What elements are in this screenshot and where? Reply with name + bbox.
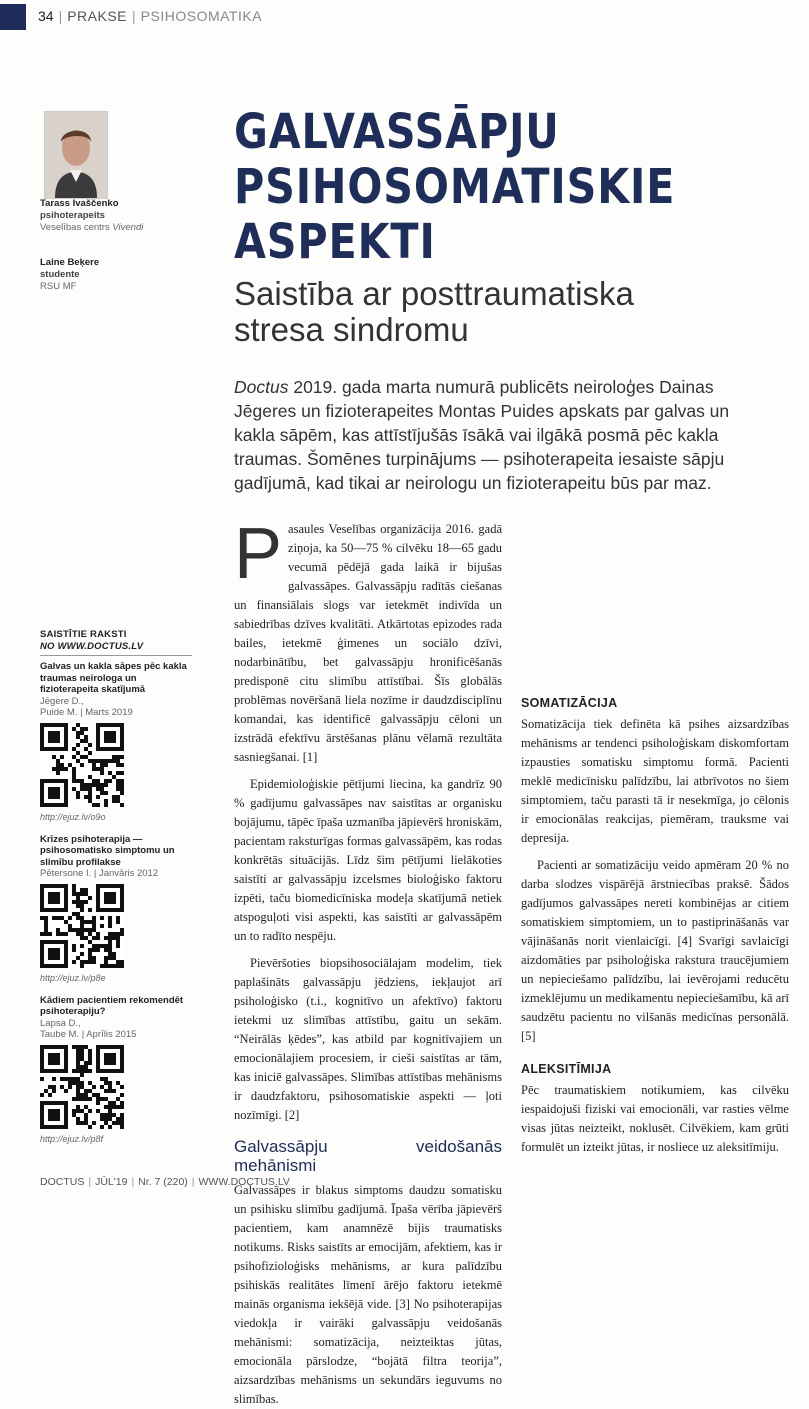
- related-article-url[interactable]: http://ejuz.lv/p8e: [40, 973, 106, 983]
- page-footer: DOCTUS | JŪL'19 | Nr. 7 (220) | WWW.DOCTUS.LV: [40, 1176, 290, 1188]
- subsection-label: PSIHOSOMATIKA: [140, 8, 263, 24]
- related-article-meta: Pētersone I. | Janvāris 2012: [40, 868, 159, 879]
- paragraph: Pacienti ar somatizāciju veido apmēram 20 % no darba slodzes vispārējā ārstniecības praksē. Šādos gadījumos galvassāpes nereti kombinējas ar citiem somatiskiem simptomiem, un to pastiprināšanās var vājināšanās norit vienlaicīgi. [4] Svarīgi savlaicīgi aizdomāties par psiholoģiska rakstura traucējumiem un nepieciešamo palīdzību, lai ievērojami reducētu izmeklējumu un medikamentu nepieciešamību, kā arī saudzētu pacientu no vilšanās medicīnas personālā. [5]: [521, 858, 789, 1043]
- article-lead: Doctus 2019. gada marta numurā publicēts neiroloģes Dainas Jēgeres un fizioterapeites Montas Puides apskats par galvas un kakla sāpēm, kas attīstījušās īsākā vai ilgākā posmā pēc kakla traumas. Šomēnes turpinājums — psihoterapeita iesaiste sāpju gadījumā, kad tikai ar neirologu un fizioterapeitu būs par maz.: [234, 377, 730, 493]
- author-photo: [44, 111, 108, 199]
- body-column-2-content: [521, 520, 789, 1157]
- author-2: [40, 257, 99, 293]
- author-1: [40, 198, 143, 234]
- footer-issue: JŪL'19: [95, 1176, 128, 1188]
- article-subtitle: Saistība ar posttraumatiska stresa sindromu: [234, 275, 634, 348]
- paragraph: Somatizācija tiek definēta kā psihes aizsardzības mehānisms ar tendenci psiholoģiskam diskomfortam izpausties somatisku simptomu formā. Pacienti meklē medicīnisku palīdzību, lai atbrīvotos no šiem simptomiem, taču parasti tā ir nesekmīga, jo cēlonis ir emocionālas reakcijas, piemēram, trauksme vai depresija.: [521, 717, 789, 845]
- paragraph-intro: Pasaules Veselības organizācija 2016. gadā ziņoja, ka 50—75 % cilvēku 18—65 gadu vecumā pēdējā gada laikā ir bijušas galvassāpes. Galvassāpju radītās ciešanas un finansiālais slogs var ietekmēt indivīda un sabiedrības dzīves kvalitāti. Atkārtotas epizodes rada bailes, ietekmē ģimenes un sociālo dzīvi, nodarbinātību, bet galvassāpju hronificēšanās predisponē citu slimību attīstībai. Šīs globālās problēmas novēršanā liela nozīme ir daudzdisciplīnu komandai, kas identificē galvassāpju cēloni un izstrādā efektīvu ārstēšanas plānu vēlamā rezultāta sasniegšanai. [1]: [234, 514, 502, 764]
- author-name: Tarass Ivaščenko: [40, 198, 119, 209]
- related-article-title[interactable]: Kādiem pacientiem rekomendēt psihoterapiju?: [40, 994, 184, 1017]
- qr-code-icon[interactable]: [40, 723, 124, 807]
- related-article[interactable]: [40, 834, 192, 985]
- author-role: psihoterapeits: [40, 210, 105, 221]
- section-heading-somatization: SOMATIZĀCIJA: [521, 696, 618, 710]
- section-label: PRAKSE: [67, 8, 128, 24]
- related-articles-sidebar: [40, 629, 192, 1156]
- qr-code-icon[interactable]: [40, 1045, 124, 1129]
- author-org: RSU MF: [40, 281, 77, 292]
- related-article-url[interactable]: http://ejuz.lv/p8f: [40, 1134, 104, 1144]
- footer-brand: DOCTUS: [40, 1176, 85, 1188]
- related-article-title[interactable]: Galvas un kakla sāpes pēc kakla traumas neirologa un fizioterapeita skatījumā: [40, 661, 187, 695]
- divider: [40, 655, 192, 656]
- paragraph: Epidemioloģiskie pētījumi liecina, ka gandrīz 90 % gadījumu galvassāpes nav saistītas ar organisku bojājumu, tāpēc īpaša uzmanība jāpievērš hroniskām, pacientam raksturīgas formas galvassāpēm, kas rodas konkrētās situācijās. Līdz šim pētījumi lielākoties saistīti ar galvassāpju izcelsmes bioloģisko faktoru izpēti, taču biomedicīniska modeļa skatījumā netiek atspoguļoti visi aspekti, kas saistīti ar galvassāpēm un to radīto nespēju.: [234, 777, 502, 943]
- qr-code-icon[interactable]: [40, 884, 124, 968]
- related-article-url[interactable]: http://ejuz.lv/o9o: [40, 812, 106, 822]
- paragraph: Galvassāpes ir blakus simptoms daudzu somatisku un psihisku slimību gadījumā. Īpaša vērība jāpievērš pacientiem, kam anamnēzē bijis traumatisks notikums. Risks saistīts ar emocijām, afektiem, kas ir psihofizioloģisks mehānisms, ar kura palīdzību psihiskās realitātes līmenī ārējo faktoru ietekmē mainās organisma iekšējā vide. [3] No psihoterapijas viedokļa ir vairāki galvassāpju veidošanās mehānismi: somatizācija, neizteiktas jūtas, emocionāla pārslodze, “bojātā filtra teorija”, aizsardzības mehānisms un sekundārs ieguvums no slimības.: [234, 1183, 502, 1406]
- paragraph: Pievēršoties biopsihosociālajam modelim, tiek paplašināts galvassāpju jēdziens, iekļaujot arī psiholoģisko (t.i., kognitīvo un afektīvo) faktoru ietekmi uz slimības attīstību, gaitu un sekām. “Neirālās ķēdes”, kas atbild par kognitīvajiem un emocionālajiem procesiem, ir cieši saistītas ar tām, kas iniciē galvassāpes. Slimības attīstības mehānisms ir daudzfaktoru, psihosomatiskie aspekti — ļoti nozīmīgi. [2]: [234, 956, 502, 1122]
- sidebar-heading-site: NO WWW.DOCTUS.LV: [40, 640, 144, 652]
- related-article-meta: Lapsa D.,: [40, 1017, 81, 1029]
- author-role: studente: [40, 269, 80, 280]
- sidebar-heading: SAISTĪTIE RAKSTI: [40, 629, 127, 640]
- page-number: 34: [38, 8, 54, 24]
- section-heading-mechanisms: Galvassāpju veidošanās mehānismi: [234, 1137, 502, 1175]
- footer-site[interactable]: WWW.DOCTUS.LV: [198, 1176, 290, 1188]
- section-heading-alexithymia: ALEKSITĪMIJA: [521, 1062, 612, 1076]
- header-color-block: [0, 4, 26, 30]
- author-name: Laine Beķere: [40, 257, 100, 268]
- related-article-meta: Taube M. | Aprīlis 2015: [40, 1029, 137, 1040]
- related-article-title[interactable]: Krīzes psihoterapija — psihosomatisko simptomu un slimību profilakse: [40, 833, 175, 868]
- related-article[interactable]: [40, 995, 192, 1146]
- paragraph: Pēc traumatiskiem notikumiem, kas cilvēku iespaidojuši fiziski vai emocionāli, var rasties vēlme visas jūtas neizteikt, noklusēt. Cilvēkiem, kam grūti formulēt un izteikt jūtas, ir nosliece uz aleksitīmiju.: [521, 1083, 789, 1154]
- running-header: 34 | PRAKSE | PSIHOSOMATIKA: [38, 8, 263, 24]
- related-article-meta: Jēgere D.,: [40, 695, 84, 707]
- related-article-meta: Puide M. | Marts 2019: [40, 707, 133, 718]
- body-column-1: [234, 514, 502, 1409]
- author-org: Veselības centrs Vivendi: [40, 222, 144, 233]
- drop-cap: P: [234, 514, 283, 594]
- article-title: GALVASSĀPJU PSIHOSOMATISKIE ASPEKTI: [234, 104, 676, 270]
- related-article[interactable]: [40, 661, 192, 824]
- footer-number: Nr. 7 (220): [138, 1176, 188, 1188]
